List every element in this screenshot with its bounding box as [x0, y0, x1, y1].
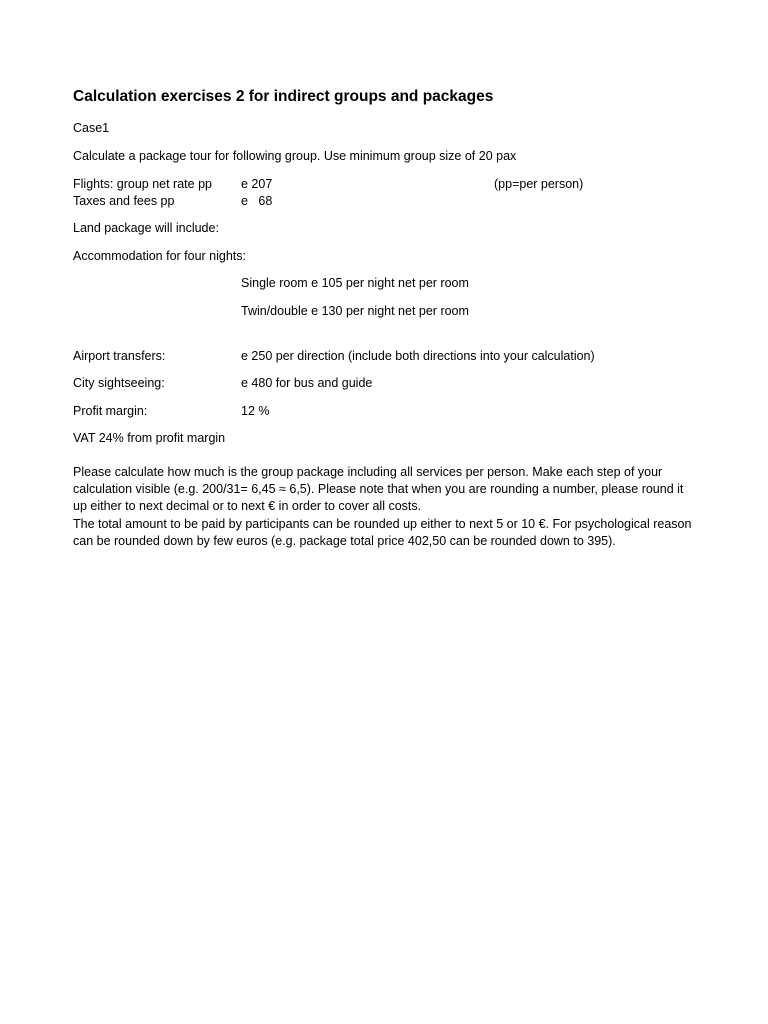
- airport-transfers-label: Airport transfers:: [73, 349, 166, 363]
- document-title: Calculation exercises 2 for indirect groups and packages: [73, 88, 494, 105]
- flights-label: Flights: group net rate pp: [73, 177, 212, 191]
- city-sightseeing-value: e 480 for bus and guide: [241, 376, 373, 390]
- profit-margin-label: Profit margin:: [73, 404, 148, 418]
- instructions-paragraph-2: The total amount to be paid by participants can be rounded up either to next 5 or 10 €. For psychological reason can be rounded down by few euros (e.g. package total price 402,50 can be rounded down to 395).: [73, 517, 692, 548]
- case-label: Case1: [73, 121, 110, 135]
- vat-text: VAT 24% from profit margin: [73, 431, 226, 445]
- instructions-paragraph-1: Please calculate how much is the group package including all services per person. Make each step of your calculation visible (e.g. 200/31= 6,45 ≈ 6,5). Please note that when you are rounding a number, please round it up either to next decimal or to next € in order to cover all costs.: [73, 465, 684, 513]
- profit-margin-value: 12 %: [241, 404, 270, 418]
- taxes-value: e 68: [241, 194, 273, 208]
- twin-room-rate: Twin/double e 130 per night net per room: [241, 304, 469, 318]
- accommodation-label: Accommodation for four nights:: [73, 249, 246, 263]
- single-room-rate: Single room e 105 per night net per room: [241, 276, 469, 290]
- city-sightseeing-label: City sightseeing:: [73, 376, 165, 390]
- flights-value: e 207: [241, 177, 273, 191]
- flights-note: (pp=per person): [494, 177, 584, 191]
- intro-text: Calculate a package tour for following group. Use minimum group size of 20 pax: [73, 149, 517, 163]
- land-package-label: Land package will include:: [73, 221, 219, 235]
- taxes-label: Taxes and fees pp: [73, 194, 175, 208]
- airport-transfers-value: e 250 per direction (include both directions into your calculation): [241, 349, 595, 363]
